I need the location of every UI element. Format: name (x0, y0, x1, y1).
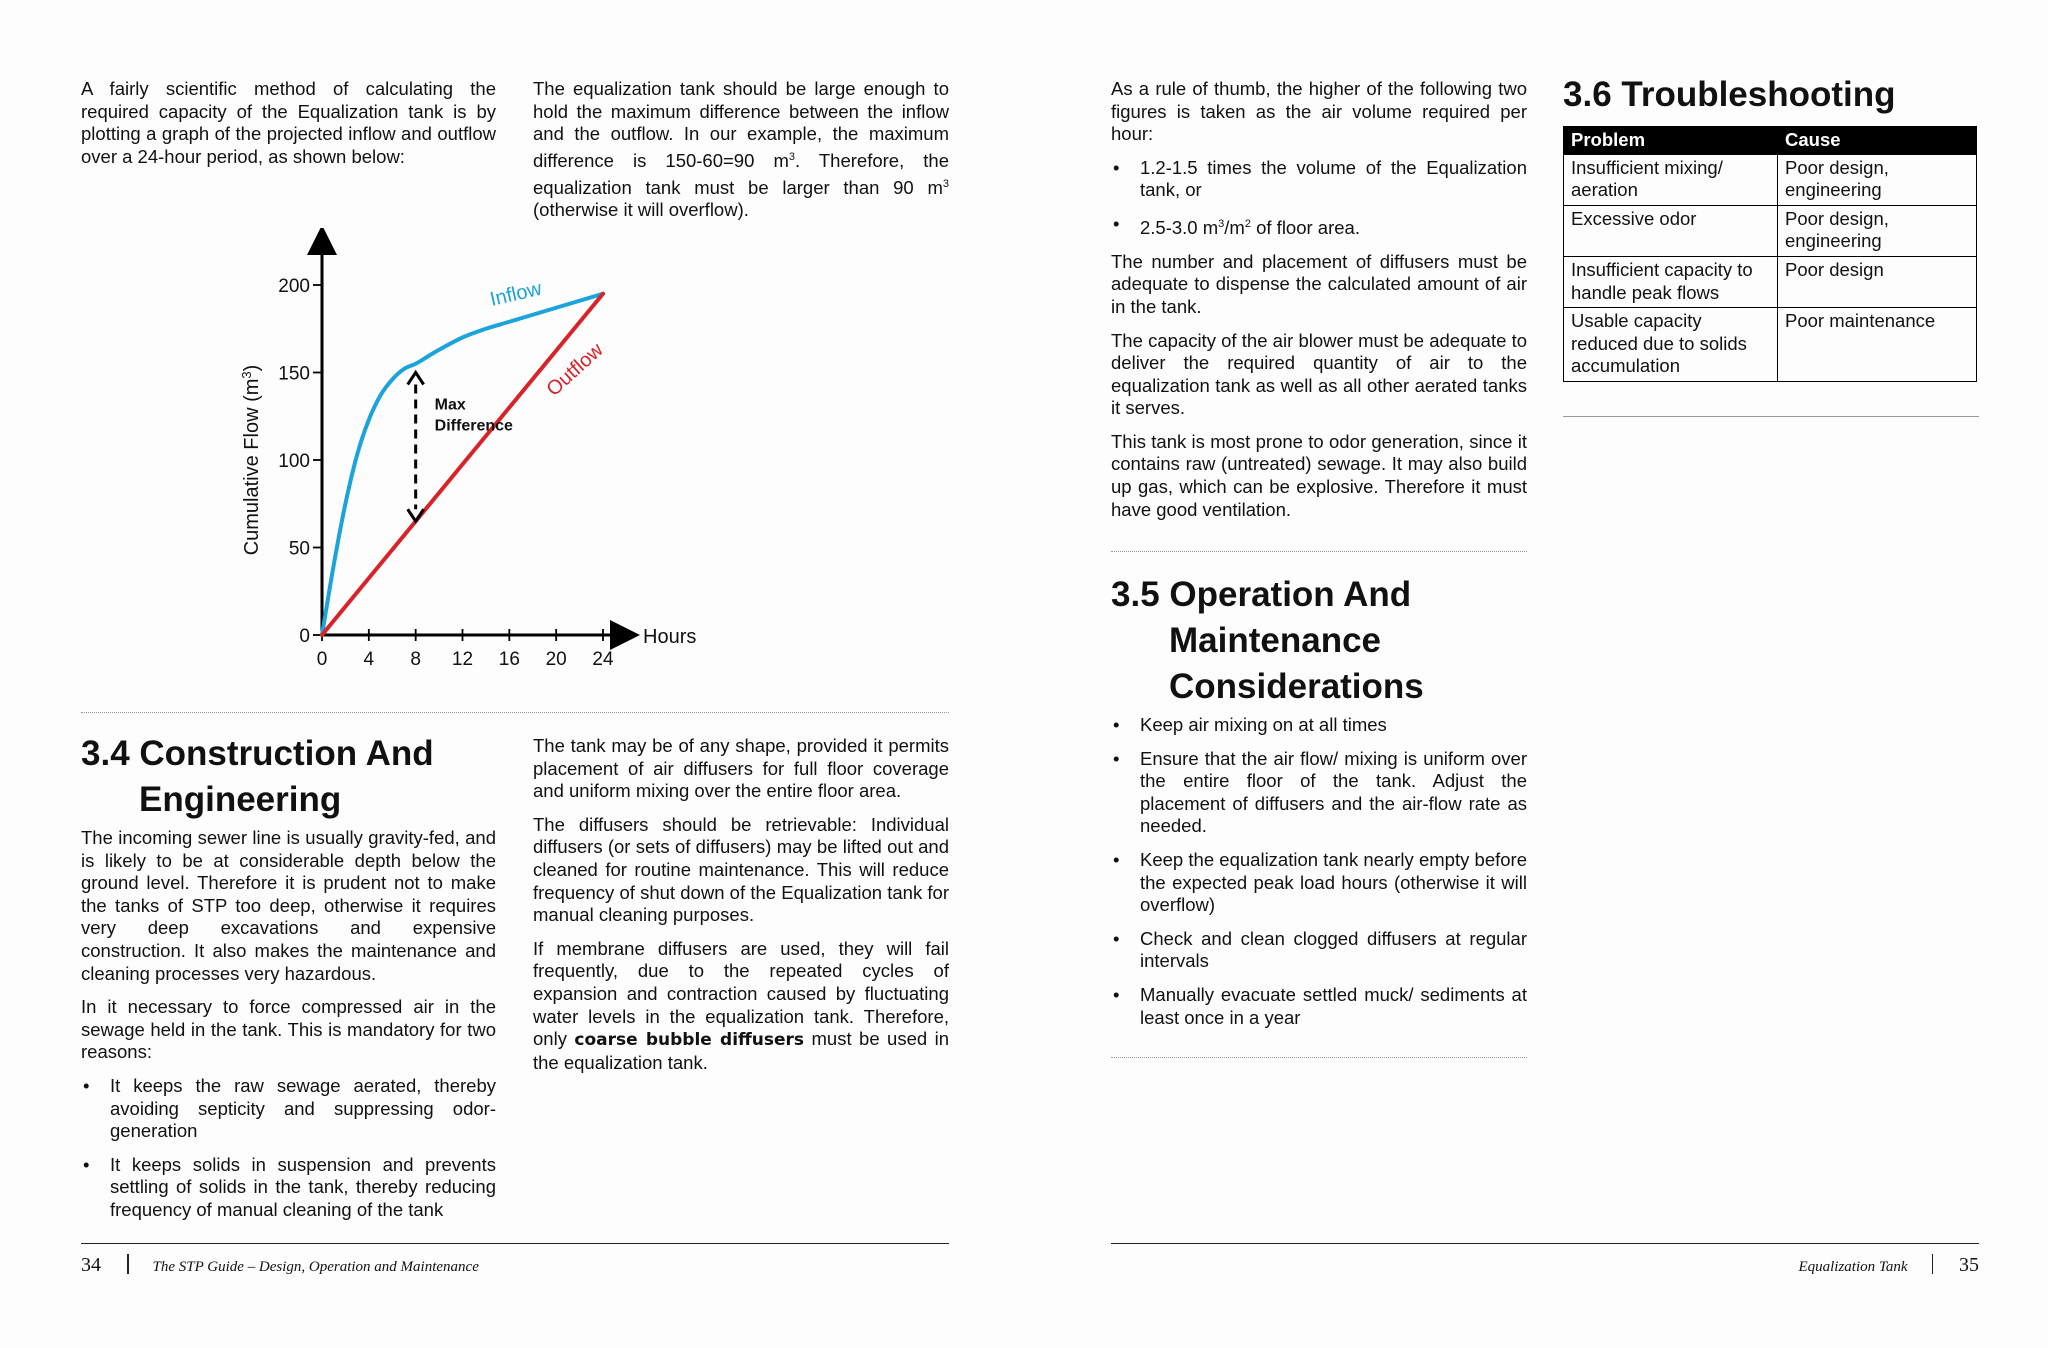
table-row (1564, 256, 1977, 307)
series-label-outflow: Outflow (542, 338, 608, 401)
x-tick-label: 20 (545, 649, 567, 670)
arrowhead-up-icon (408, 373, 424, 385)
list-item: • 1.2-1.5 times the volume of the Equalization tank, or (1111, 157, 1527, 202)
table-row (1564, 308, 1977, 382)
x-tick-label: 24 (592, 649, 614, 670)
list-item: • Check and clean clogged diffusers at regular intervals (1111, 928, 1527, 973)
list-item: • It keeps solids in suspension and prevents settling of solids in the tank, thereby reducing frequency of manual cleaning of the tank (81, 1154, 496, 1222)
cause-cell: Poor design, engineering (1778, 154, 1977, 205)
sewer-line-paragraph: The incoming sewer line is usually gravity-fed, and is likely to be at considerable depth below the ground level. Therefore it is prudent not to make the tanks of STP too deep, otherwise it requires very deep excavations and expensive construction. It also makes the maintenance and cleaning processes very hazardous. (81, 827, 496, 984)
list-item: • Manually evacuate settled muck/ sediments at least once in a year (1111, 984, 1527, 1029)
cause-cell: Poor design, engineering (1778, 205, 1977, 256)
section-3-6-column (1563, 72, 1979, 382)
cumulative-flow-chart (230, 228, 870, 678)
y-tick-label: 0 (299, 626, 310, 647)
section-3-5-column (1111, 572, 1527, 1040)
section-3-4-column-2 (533, 735, 949, 1085)
y-tick-label: 150 (278, 363, 310, 385)
chart-series (322, 278, 608, 635)
problem-cell: Usable capacity reduced due to solids accumulation (1564, 308, 1778, 382)
x-tick-label: 4 (363, 649, 375, 670)
diffusers-retrievable-paragraph: The diffusers should be retrievable: Individual diffusers (or sets of diffusers) may be lifted out and cleaned for routine maintenance. This will reduce frequency of shut down of the Equalization tank for manual cleaning purposes. (533, 813, 949, 926)
series-label-inflow: Inflow (487, 277, 544, 311)
y-tick-label: 100 (278, 451, 310, 472)
air-volume-column (1111, 78, 1527, 532)
list-item: • Ensure that the air flow/ mixing is uniform over the entire floor of the tank. Adjust the placement of diffusers and the air-flow rate as needed. (1111, 748, 1527, 838)
footer-left (81, 1254, 479, 1277)
divider-left-top (81, 712, 949, 713)
page-number: 35 (1959, 1254, 1979, 1276)
x-tick-label: 8 (410, 649, 421, 670)
troubleshooting-table (1563, 126, 1977, 382)
page-number: 34 (81, 1254, 101, 1276)
list-item: • It keeps the raw sewage aerated, thereby avoiding septicity and suppressing odor-generation (81, 1075, 496, 1143)
y-tick-label: 200 (278, 276, 310, 297)
divider-right-bottom (1111, 1057, 1527, 1058)
footer-rule-left (81, 1243, 949, 1244)
x-axis-label: Hours (643, 626, 697, 648)
section-3-4-title: 3.4 Construction And Engineering (81, 734, 434, 819)
annotation-label: Max (434, 396, 466, 414)
annotation-label: Difference (434, 417, 513, 435)
compressed-air-paragraph: In it necessary to force compressed air in the sewage held in the tank. This is mandatory for two reasons: (81, 996, 496, 1063)
arrowhead-down-icon (408, 509, 424, 521)
header-problem: Problem (1564, 127, 1778, 155)
problem-cell: Excessive odor (1564, 205, 1778, 256)
y-tick-label: 50 (288, 538, 310, 560)
tank-shape-paragraph: The tank may be of any shape, provided it permits placement of air diffusers for full floor coverage and uniform mixing over the entire floor area. (533, 735, 949, 802)
section-3-5-title: 3.5 Operation And Maintenance Considerations (1111, 575, 1424, 706)
diffusers-paragraph: The number and placement of diffusers must be adequate to dispense the calculated amount of air in the tank. (1111, 250, 1527, 317)
chapter-title: Equalization Tank (1798, 1259, 1908, 1275)
table-row (1564, 154, 1977, 205)
x-tick-label: 16 (498, 649, 520, 670)
cause-cell: Poor maintenance (1778, 308, 1977, 382)
table-row (1564, 205, 1977, 256)
divider-table-bottom (1563, 416, 1979, 417)
footer-rule-right (1111, 1243, 1979, 1244)
footer-separator (127, 1254, 129, 1274)
intro-column (81, 78, 496, 179)
maintenance-list (1111, 714, 1527, 1029)
x-tick-label: 12 (451, 649, 474, 670)
tank-size-paragraph: The equalization tank should be large enough to hold the maximum difference between the inflow and the outflow. In our example, the maximum difference is 150-60=90 $m^3$. Therefore, the equalization tank must be larger than 90 $m^3$ (otherwise it will overflow). (533, 78, 949, 221)
footer-right (1798, 1254, 1979, 1277)
air-volume-list (1111, 157, 1527, 240)
y-axis-label: Cumulative Flow $(m^3)$ (239, 364, 263, 556)
problem-cell: Insufficient mixing/ aeration (1564, 154, 1778, 205)
list-item: • 2.5-3.0 $m^3/m^2$ of floor area. (1111, 213, 1527, 240)
problem-cell: Insufficient capacity to handle peak flows (1564, 256, 1778, 307)
book-title: The STP Guide – Design, Operation and Maintenance (152, 1259, 479, 1275)
chart-annotation (408, 373, 513, 522)
odor-paragraph: This tank is most prone to odor generation, since it contains raw (untreated) sewage. It may also build up gas, which can be explosive. Therefore it must have good ventilation. (1111, 430, 1527, 520)
divider-right-mid (1111, 551, 1527, 552)
chart-ticks (278, 276, 614, 670)
air-blower-paragraph: The capacity of the air blower must be adequate to deliver the required quantity of air to the equalization tank as well as all other aerated tanks it serves. (1111, 329, 1527, 419)
membrane-diffusers-paragraph: If membrane diffusers are used, they will fail frequently, due to the repeated cycles of expansion and contraction caused by fluctuating water levels in the equalization tank. Therefore, only coarse bubble diffusers must be used in the equalization tank. (533, 937, 949, 1073)
series-line-outflow (322, 294, 603, 635)
tank-size-column (533, 78, 949, 233)
header-cause: Cause (1778, 127, 1977, 155)
list-item: • Keep the equalization tank nearly empty before the expected peak load hours (otherwise it will overflow) (1111, 849, 1527, 917)
section-3-6-title: 3.6 Troubleshooting (1563, 75, 1896, 114)
reasons-list (81, 1075, 496, 1222)
rule-of-thumb-paragraph: As a rule of thumb, the higher of the following two figures is taken as the air volume required per hour: (1111, 78, 1527, 145)
intro-paragraph: A fairly scientific method of calculating the required capacity of the Equalization tank is by plotting a graph of the projected inflow and outflow over a 24-hour period, as shown below: (81, 78, 496, 167)
section-3-4-column-1 (81, 731, 496, 1233)
x-tick-label: 0 (316, 649, 328, 670)
table-header-row (1564, 127, 1977, 155)
cause-cell: Poor design (1778, 256, 1977, 307)
footer-separator (1932, 1254, 1934, 1274)
list-item: • Keep air mixing on at all times (1111, 714, 1527, 737)
chart-axes (239, 240, 696, 648)
